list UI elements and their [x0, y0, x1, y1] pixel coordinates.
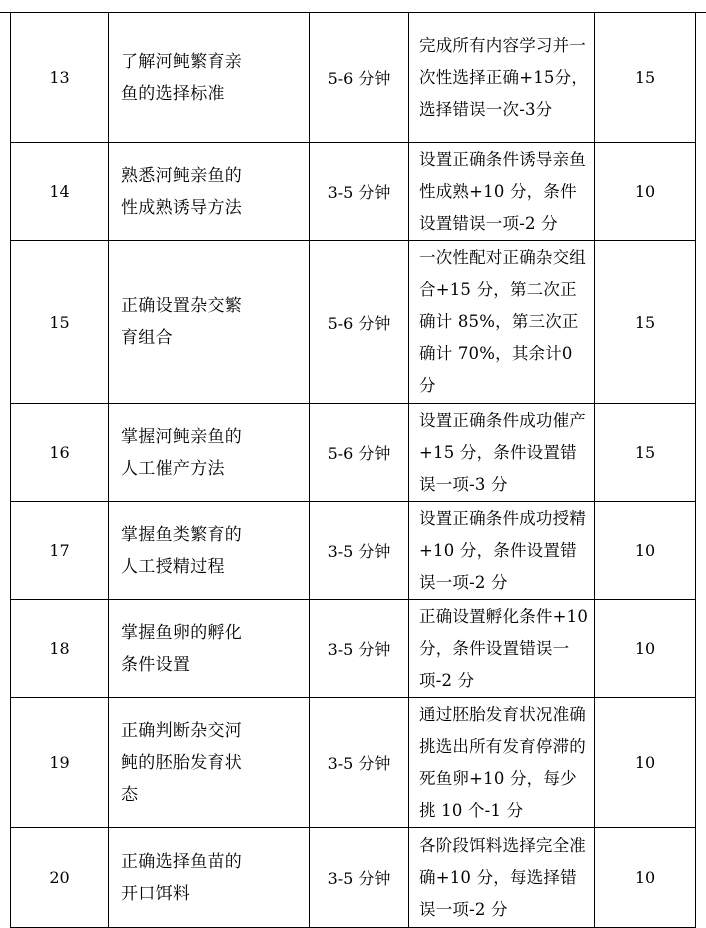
time-cell: 3-5 分钟 — [310, 828, 409, 928]
task-cell — [109, 698, 310, 828]
task-text: 掌握鱼类繁育的人工授精过程 — [121, 524, 243, 577]
table-row — [11, 600, 696, 698]
score-cell: 15 — [595, 13, 696, 143]
row-number-cell: 16 — [11, 404, 109, 502]
table-row — [11, 13, 696, 143]
task-text: 正确设置杂交繁育组合 — [121, 296, 243, 348]
table-row — [11, 143, 696, 241]
row-number-cell: 15 — [11, 241, 109, 404]
table-row — [11, 698, 696, 828]
score-cell: 10 — [595, 143, 696, 241]
score-cell: 10 — [595, 502, 696, 600]
criteria-cell — [409, 13, 595, 143]
score-cell: 10 — [595, 600, 696, 698]
criteria-text: 一次性配对正确杂交组合+15 分，第二次正确计 85%，第三次正确计 70%，其余计0 分 — [419, 248, 586, 395]
table-row — [11, 404, 696, 502]
criteria-text: 通过胚胎发育状况准确挑选出所有发育停滞的死鱼卵+10 分，每少挑 10 个-1 分 — [419, 704, 586, 820]
row-number-cell: 17 — [11, 502, 109, 600]
criteria-text: 设置正确条件诱导亲鱼性成熟+10 分，条件设置错误一项-2 分 — [419, 149, 586, 233]
task-cell — [109, 502, 310, 600]
time-cell: 5-6 分钟 — [310, 13, 409, 143]
row-number-cell: 19 — [11, 698, 109, 828]
task-text: 正确选择鱼苗的开口饵料 — [121, 851, 243, 904]
table-row — [11, 502, 696, 600]
task-text: 了解河鲀繁育亲鱼的选择标准 — [121, 51, 243, 104]
score-cell: 10 — [595, 698, 696, 828]
time-cell: 3-5 分钟 — [310, 600, 409, 698]
task-text: 掌握鱼卵的孵化条件设置 — [121, 622, 243, 675]
criteria-cell — [409, 404, 595, 502]
row-number-cell: 18 — [11, 600, 109, 698]
time-cell: 5-6 分钟 — [310, 404, 409, 502]
time-cell: 3-5 分钟 — [310, 698, 409, 828]
criteria-text: 各阶段饵料选择完全准确+10 分，每选择错误一项-2 分 — [419, 835, 586, 919]
row-number-cell: 14 — [11, 143, 109, 241]
task-text: 熟悉河鲀亲鱼的性成熟诱导方法 — [121, 165, 243, 218]
assessment-table — [10, 12, 696, 928]
criteria-text: 设置正确条件成功催产+15 分，条件设置错误一项-3 分 — [419, 410, 586, 494]
task-cell — [109, 13, 310, 143]
criteria-text: 正确设置孵化条件+10 分，条件设置错误一项-2 分 — [419, 606, 589, 690]
criteria-cell — [409, 502, 595, 600]
task-cell — [109, 404, 310, 502]
row-number-cell: 13 — [11, 13, 109, 143]
table-row — [11, 828, 696, 928]
row-number-cell: 20 — [11, 828, 109, 928]
task-text: 正确判断杂交河鲀的胚胎发育状态 — [121, 720, 243, 805]
time-cell: 3-5 分钟 — [310, 502, 409, 600]
assessment-table-body — [11, 13, 696, 928]
task-cell — [109, 143, 310, 241]
score-cell: 15 — [595, 404, 696, 502]
criteria-cell — [409, 828, 595, 928]
score-cell: 10 — [595, 828, 696, 928]
task-cell — [109, 241, 310, 404]
task-cell — [109, 600, 310, 698]
criteria-cell — [409, 241, 595, 404]
score-cell: 15 — [595, 241, 696, 404]
criteria-text: 完成所有内容学习并一次性选择正确+15分，选择错误一次-3分 — [419, 35, 589, 119]
time-cell: 3-5 分钟 — [310, 143, 409, 241]
criteria-cell — [409, 143, 595, 241]
task-text: 掌握河鲀亲鱼的人工催产方法 — [121, 426, 243, 479]
time-cell: 5-6 分钟 — [310, 241, 409, 404]
criteria-cell — [409, 698, 595, 828]
table-row — [11, 241, 696, 404]
criteria-text: 设置正确条件成功授精+10 分，条件设置错误一项-2 分 — [419, 508, 586, 592]
criteria-cell — [409, 600, 595, 698]
task-cell — [109, 828, 310, 928]
